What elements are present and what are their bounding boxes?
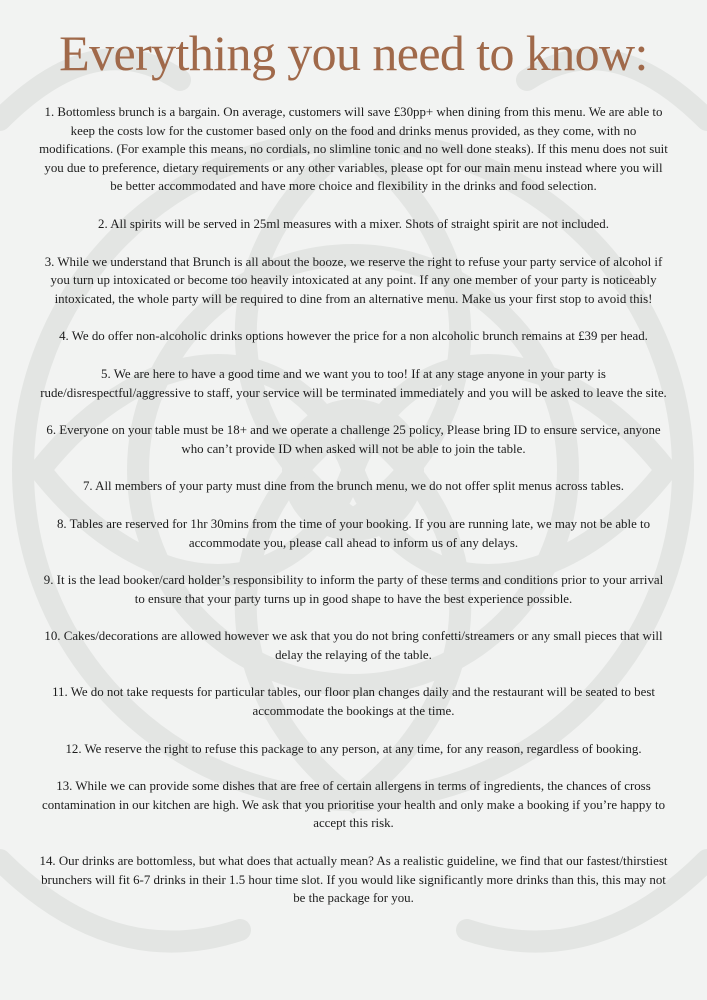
term-item: 13. While we can provide some dishes that are free of certain allergens in terms of ingredients, the chances of cross contamination in our kitchen are high. We ask that you prioritise your health and only make a booking if you’re happy to accept this risk. [41, 779, 666, 831]
term-item: 5. We are here to have a good time and we want you to too! If at any stage anyone in your party is rude/disrespectful/aggressive to staff, your service will be terminated immediately and you will be asked to leave the site. [40, 366, 667, 400]
term-item: 1. Bottomless brunch is a bargain. On average, customers will save £30pp+ when dining from this menu. We are able to keep the costs low for the customer based only on the food and drinks menus provided, as they come, with no modifications. (For example this means, no cordials, no slimline tonic and no well done steaks). If this menu does not suit you due to preference, dietary requirements or any other variables, please opt for our main menu instead where you will be better accommodated and have more choice and flexibility in the drinks and food selection. [39, 105, 668, 194]
terms-list [38, 103, 669, 908]
term-item: 6. Everyone on your table must be 18+ and we operate a challenge 25 policy, Please bring ID to ensure service, anyone who can’t provide ID when asked will not be able to join the table. [46, 423, 661, 456]
term-item: 12. We reserve the right to refuse this package to any person, at any time, for any reason, regardless of booking. [65, 741, 642, 756]
term-item: 2. All spirits will be served in 25ml measures with a mixer. Shots of straight spirit are not included. [98, 216, 609, 231]
term-item: 10. Cakes/decorations are allowed however we ask that you do not bring confetti/streamers or any small pieces that will delay the relaying of the table. [44, 629, 663, 662]
term-item: 8. Tables are reserved for 1hr 30mins from the time of your booking. If you are running late, we may not be able to accommodate you, please call ahead to inform us of any delays. [56, 516, 651, 550]
page-title: Everything you need to know: [59, 25, 648, 81]
term-item: 11. We do not take requests for particular tables, our floor plan changes daily and the restaurant will be seated to best accommodate the bookings at the time. [52, 685, 655, 719]
term-item: 4. We do offer non-alcoholic drinks options however the price for a non alcoholic brunch remains at £39 per head. [59, 329, 648, 344]
term-item: 9. It is the lead booker/card holder’s responsibility to inform the party of these terms and conditions prior to your arrival to ensure that your party turns up in good shape to have the best experience possible. [43, 573, 664, 606]
term-item: 7. All members of your party must dine from the brunch menu, we do not offer split menus across tables. [82, 479, 625, 494]
term-item: 14. Our drinks are bottomless, but what does that actually mean? As a realistic guideline, we find that our fastest/thirstiest brunchers will fit 6-7 drinks in their 1.5 hour time slot. If you would like significantly more drinks than this, this may not be the package for you. [39, 854, 668, 906]
term-item: 3. While we understand that Brunch is all about the booze, we reserve the right to refuse your party service of alcohol if you turn up intoxicated or become too heavily intoxicated at any point. If any one member of your party is noticeably intoxicated, the whole party will be required to dine from an alternative menu. Make us your first stop to avoid this! [44, 254, 663, 306]
